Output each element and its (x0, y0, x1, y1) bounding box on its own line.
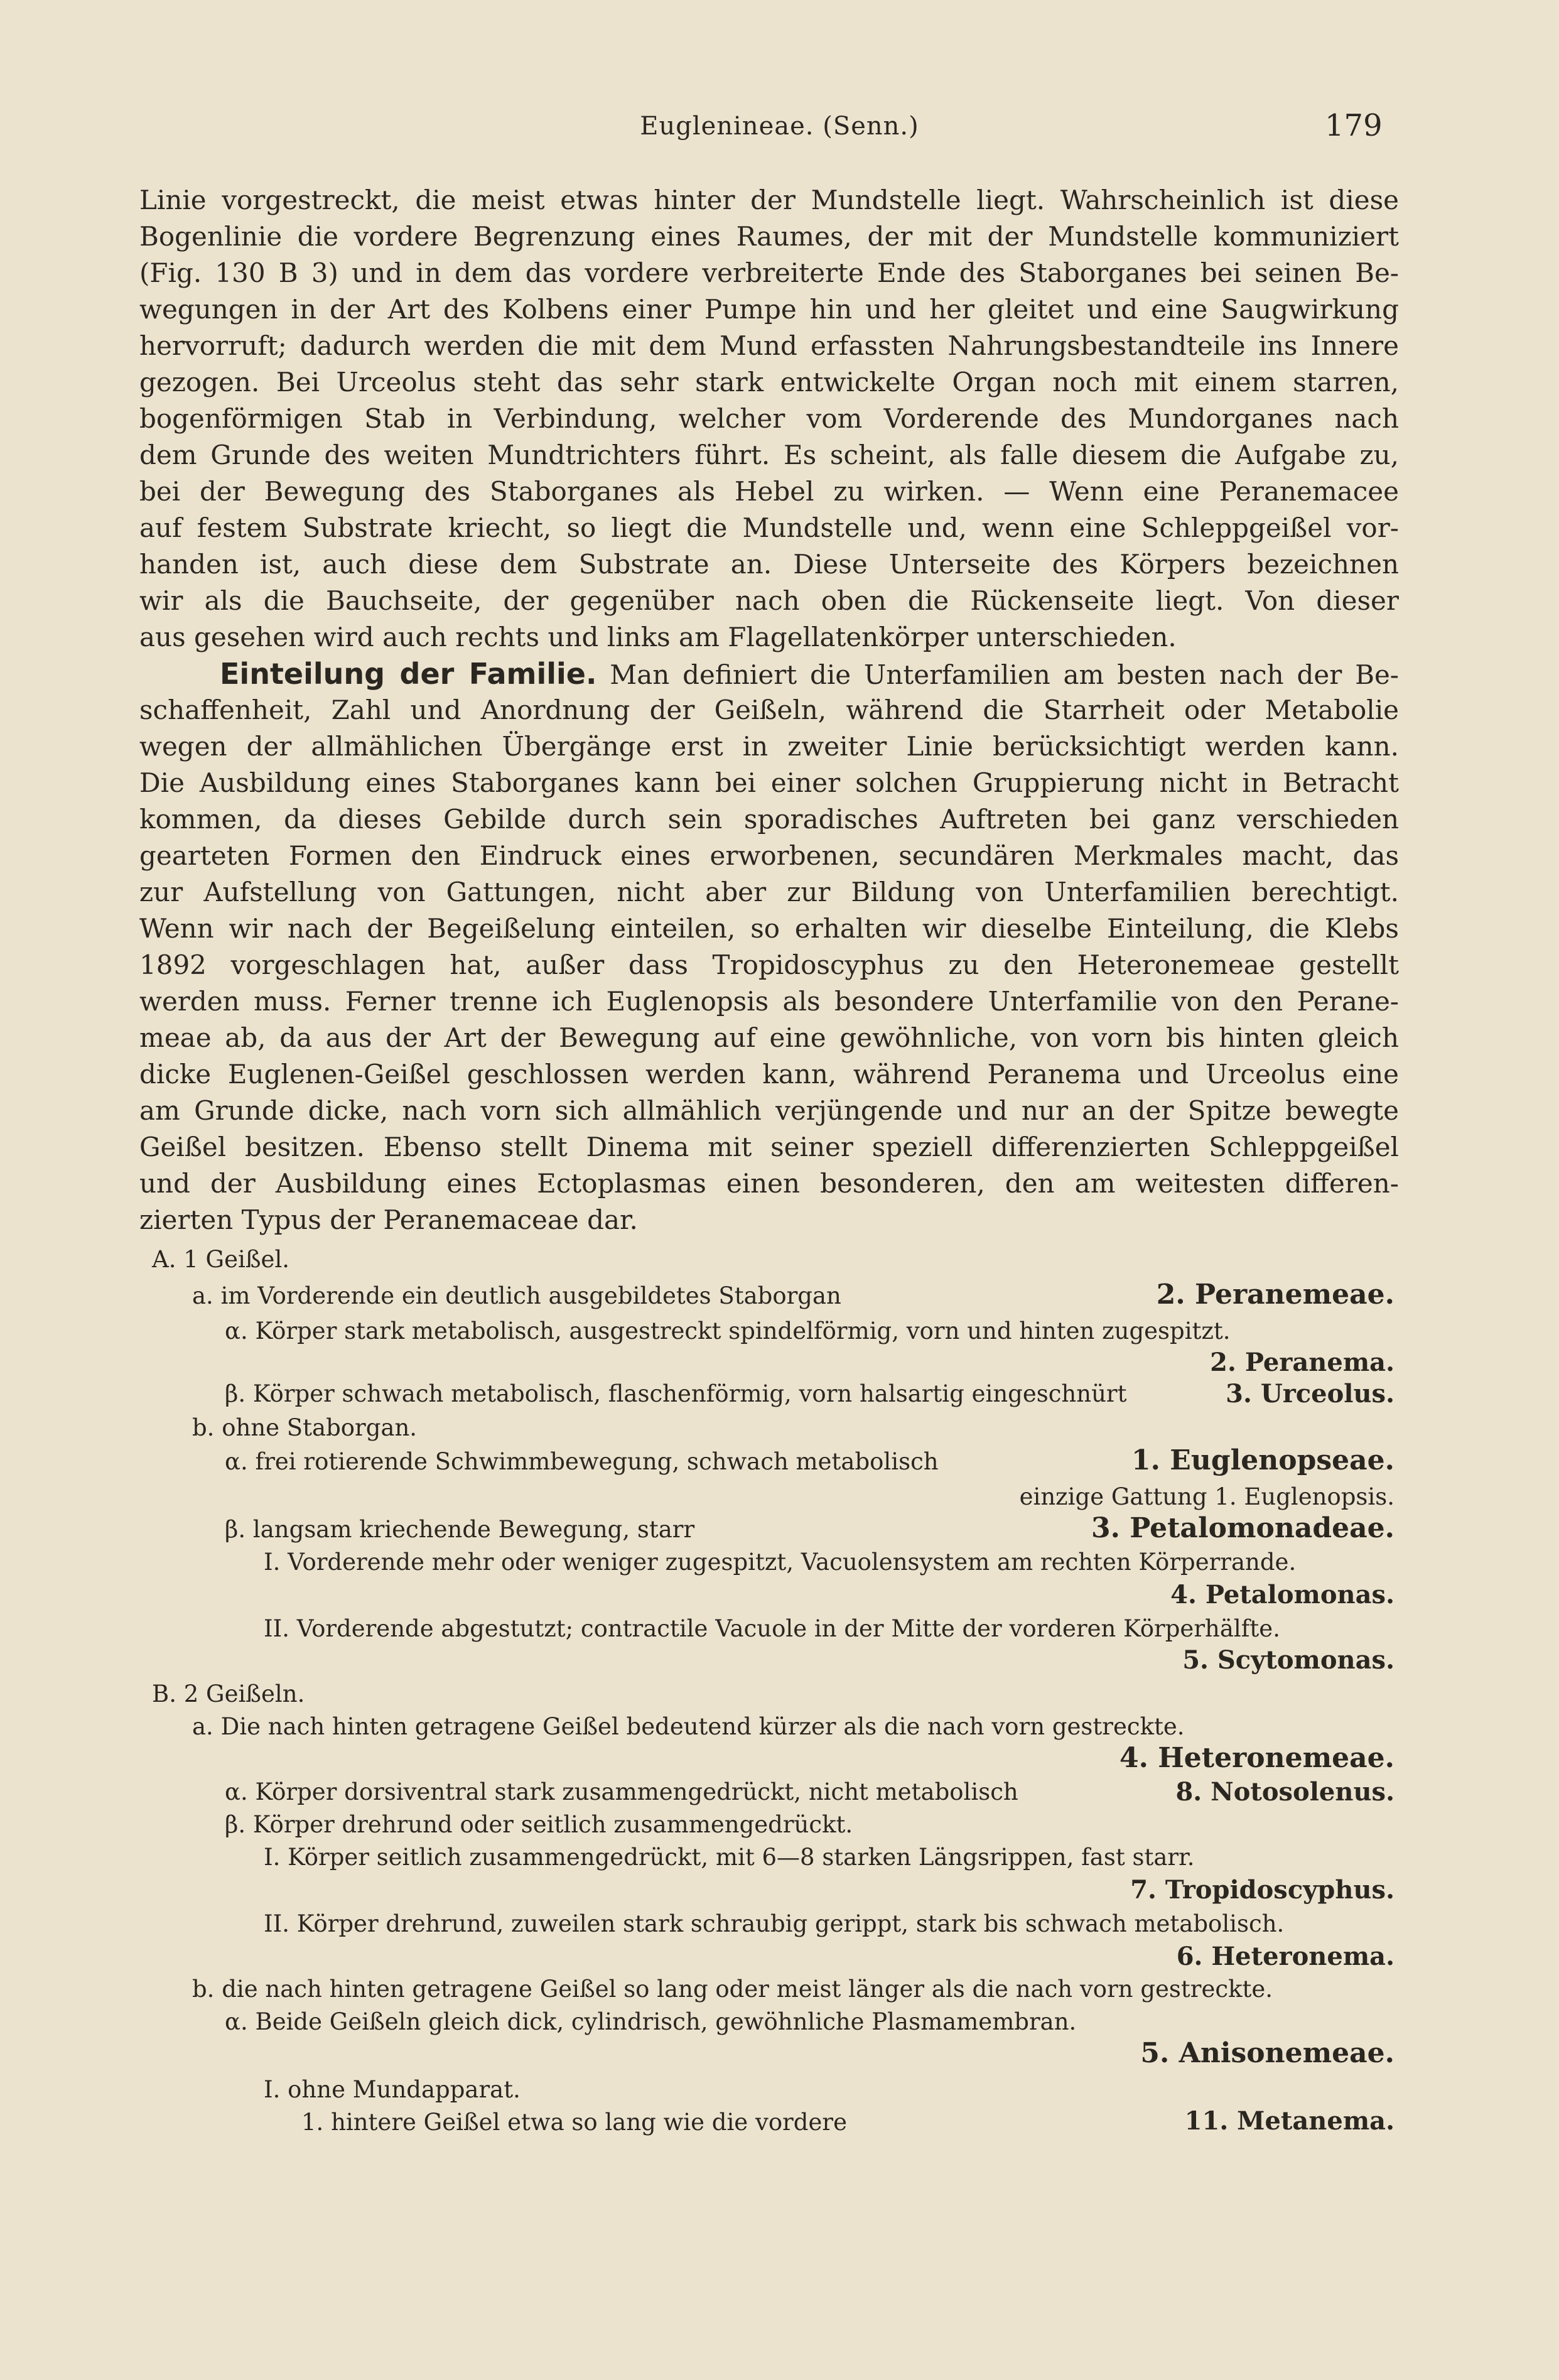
text-span: Man definiert die Unterfamilien am besten nach der Be- (610, 659, 1399, 690)
key-result: 6. Heteronema. (1176, 1942, 1394, 1971)
text-line: aus gesehen wird auch rechts und links am Flagellatenkörper unterschieden. (139, 622, 1177, 652)
key-result: 2. Peranema. (1210, 1348, 1394, 1377)
key-result: 2. Peranemeae. (1156, 1279, 1394, 1311)
key-entry: α. Körper stark metabolisch, ausgestreckt spindelförmig, vorn und hinten zugespitzt. (225, 1317, 1231, 1344)
text-line: am Grunde dicke, nach vorn sich allmählich verjüngende und nur an der Spitze bewegte (139, 1095, 1399, 1126)
page-number: 179 (1325, 108, 1383, 143)
text-line: Wenn wir nach der Begeißelung einteilen, so erhalten wir dieselbe Einteilung, die Klebs (139, 913, 1399, 944)
key-result: 8. Notosolenus. (1175, 1777, 1394, 1807)
key-entry: β. Körper drehrund oder seitlich zusammengedrückt. (225, 1811, 853, 1838)
key-entry: a. Die nach hinten getragene Geißel bedeutend kürzer als die nach vorn gestreckte. (192, 1713, 1185, 1740)
text-line: Linie vorgestreckt, die meist etwas hinter der Mundstelle liegt. Wahrscheinlich ist diese (139, 185, 1399, 215)
text-line: kommen, da dieses Gebilde durch sein sporadisches Auftreten bei ganz verschieden (139, 804, 1399, 835)
text-line: gezogen. Bei Urceolus steht das sehr stark entwickelte Organ noch mit einem starren, (139, 367, 1399, 398)
text-line: 1892 vorgeschlagen hat, außer dass Tropidoscyphus zu den Heteronemeae gestellt (139, 949, 1399, 980)
key-entry: II. Körper drehrund, zuweilen stark schraubig gerippt, stark bis schwach metabolisch. (264, 1910, 1285, 1937)
key-entry: β. Körper schwach metabolisch, flaschenförmig, vorn halsartig eingeschnürt (225, 1380, 1127, 1407)
text-line: und der Ausbildung eines Ectoplasmas einen besonderen, den am weitesten differen- (139, 1168, 1399, 1199)
key-entry: a. im Vorderende ein deutlich ausgebildetes Staborgan (192, 1282, 841, 1309)
text-line: handen ist, auch diese dem Substrate an. Diese Unterseite des Körpers bezeichnen (139, 549, 1399, 580)
key-result: 3. Urceolus. (1226, 1379, 1394, 1409)
key-entry: b. ohne Staborgan. (192, 1414, 418, 1441)
section-heading: Einteilung der Familie. (220, 657, 597, 691)
key-entry: A. 1 Geißel. (152, 1246, 290, 1273)
key-result: einzige Gattung 1. Euglenopsis. (1019, 1483, 1394, 1510)
text-line: bogenförmigen Stab in Verbindung, welcher vom Vorderende des Mundorganes nach (139, 403, 1399, 434)
key-result: 7. Tropidoscyphus. (1130, 1875, 1394, 1905)
text-line: meae ab, da aus der Art der Bewegung auf eine gewöhnliche, von vorn bis hinten gleich (139, 1022, 1399, 1053)
text-line: gearteten Formen den Eindruck eines erworbenen, secundären Merkmales macht, das (139, 840, 1399, 871)
running-title: Euglenineae. (Senn.) (640, 112, 919, 141)
text-line: auf festem Substrate kriecht, so liegt die Mundstelle und, wenn eine Schleppgeißel vor- (139, 512, 1399, 543)
text-line: hervorruft; dadurch werden die mit dem Mund erfassten Nahrungsbestandteile ins Innere (139, 330, 1399, 361)
text-line: zur Aufstellung von Gattungen, nicht aber zur Bildung von Unterfamilien berechtigt. (139, 877, 1399, 907)
section-first-line (139, 656, 1399, 692)
key-result: 4. Heteronemeae. (1119, 1742, 1394, 1774)
key-result: 3. Petalomonadeae. (1091, 1512, 1394, 1544)
text-line: Die Ausbildung eines Staborganes kann bei einer solchen Gruppierung nicht in Betracht (139, 767, 1399, 798)
body-text (139, 182, 1399, 1238)
key-entry: α. Beide Geißeln gleich dick, cylindrisch, gewöhnliche Plasmamembran. (225, 2008, 1077, 2035)
key-entry: I. Körper seitlich zusammengedrückt, mit 6—8 starken Längsrippen, fast starr. (264, 1844, 1195, 1871)
text-line: dicke Euglenen-Geißel geschlossen werden kann, während Peranema und Urceolus eine (139, 1059, 1399, 1090)
key-entry: I. ohne Mundapparat. (264, 2076, 521, 2103)
text-line: bei der Bewegung des Staborganes als Hebel zu wirken. — Wenn eine Peranemacee (139, 476, 1399, 507)
key-result: 11. Metanema. (1184, 2106, 1394, 2136)
text-line: Geißel besitzen. Ebenso stellt Dinema mit seiner speziell differenzierten Schleppgeißel (139, 1132, 1399, 1162)
text-line: wir als die Bauchseite, der gegenüber nach oben die Rückenseite liegt. Von dieser (139, 585, 1399, 616)
key-entry: II. Vorderende abgestutzt; contractile Vacuole in der Mitte der vorderen Körperhälfte. (264, 1615, 1280, 1642)
key-entry: I. Vorderende mehr oder weniger zugespitzt, Vacuolensystem am rechten Körperrande. (264, 1549, 1297, 1576)
key-result: 4. Petalomonas. (1170, 1580, 1394, 1609)
key-entry: 1. hintere Geißel etwa so lang wie die vordere (301, 2109, 847, 2136)
text-line: schaffenheit, Zahl und Anordnung der Geißeln, während die Starrheit oder Metabolie (139, 695, 1399, 725)
text-line: dem Grunde des weiten Mundtrichters führt. Es scheint, als falle diesem die Aufgabe zu, (139, 440, 1399, 470)
text-line: Bogenlinie die vordere Begrenzung eines Raumes, der mit der Mundstelle kommuniziert (139, 221, 1399, 252)
key-result: 1. Euglenopseae. (1131, 1444, 1394, 1476)
key-entry: α. Körper dorsiventral stark zusammengedrückt, nicht metabolisch (225, 1778, 1018, 1805)
key-result: 5. Scytomonas. (1182, 1645, 1394, 1675)
text-line: wegen der allmählichen Übergänge erst in zweiter Linie berücksichtigt werden kann. (139, 731, 1399, 762)
text-line: (Fig. 130 B 3) und in dem das vordere verbreiterte Ende des Staborganes bei seinen Be- (139, 257, 1399, 288)
text-line: werden muss. Ferner trenne ich Euglenopsis als besondere Unterfamilie von den Perane- (139, 986, 1399, 1017)
key-entry: b. die nach hinten getragene Geißel so lang oder meist länger als die nach vorn gestreckte. (192, 1976, 1273, 2003)
key-entry: B. 2 Geißeln. (152, 1680, 305, 1707)
key-result: 5. Anisonemeae. (1140, 2037, 1394, 2069)
text-line: zierten Typus der Peranemaceae dar. (139, 1204, 638, 1235)
key-entry: β. langsam kriechende Bewegung, starr (225, 1516, 695, 1543)
key-entry: α. frei rotierende Schwimmbewegung, schwach metabolisch (225, 1448, 939, 1475)
text-line: wegungen in der Art des Kolbens einer Pumpe hin und her gleitet und eine Saugwirkung (139, 294, 1399, 325)
